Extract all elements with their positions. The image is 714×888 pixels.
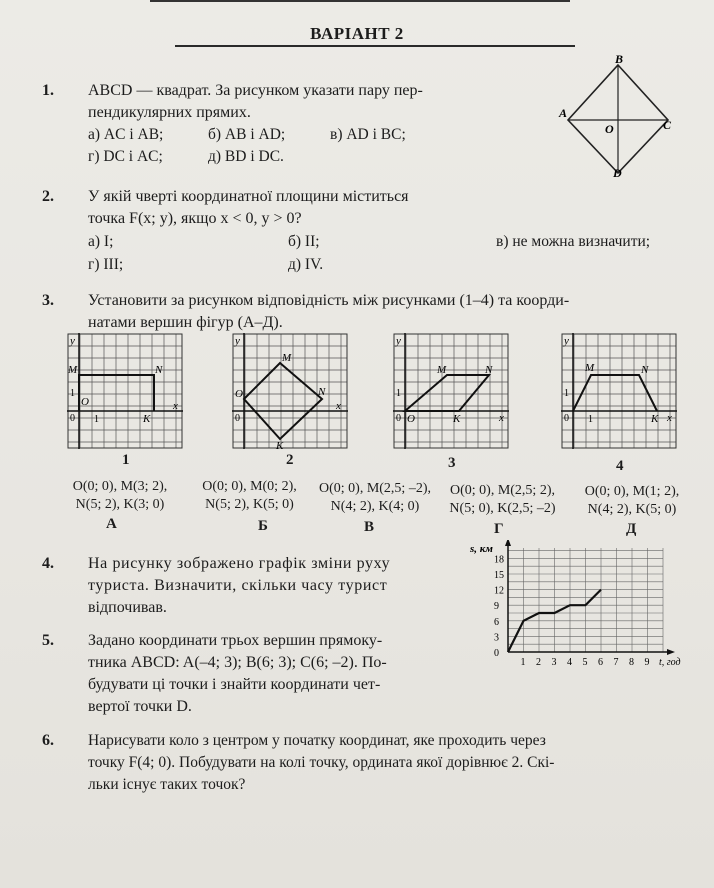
q2-option-b: б) II; xyxy=(288,233,320,250)
n-label: N xyxy=(318,386,326,398)
k-label: K xyxy=(276,440,284,451)
y-label: y xyxy=(235,335,240,347)
letter-v: В xyxy=(364,519,375,535)
answer-g xyxy=(435,482,570,518)
q1-option-v: в) AD і BC; xyxy=(330,126,406,143)
m-label: M xyxy=(437,364,447,376)
chart-x-arrow xyxy=(667,649,675,655)
q2-line1: У якій чверті координатної площини міститься xyxy=(88,188,409,205)
y-label: y xyxy=(396,335,401,347)
q3-line2: натами вершин фігур (А–Д). xyxy=(88,314,283,331)
q6-number: 6. xyxy=(42,732,54,749)
answer-d xyxy=(568,483,696,519)
o-label: O xyxy=(407,413,415,425)
q3-fig2-shape xyxy=(244,363,322,439)
zero-label: 0 xyxy=(70,413,75,424)
q4-line1: На рисунку зображено графік зміни руху xyxy=(88,555,391,572)
q1-option-g: г) DC і AC; xyxy=(88,148,163,165)
q2-option-g: г) III; xyxy=(88,256,124,273)
k-label: K xyxy=(651,413,659,425)
q1-label-d: D xyxy=(613,166,622,180)
m-label: M xyxy=(68,364,78,376)
q2-line2: точка F(x; y), якщо x < 0, y > 0? xyxy=(88,210,302,227)
q1-option-a: а) AC і AB; xyxy=(88,126,164,143)
letter-a: А xyxy=(106,516,117,532)
k-label: K xyxy=(143,413,151,425)
one-y-label: 1 xyxy=(564,388,569,399)
q4-line2: туриста. Визначити, скільки часу турист xyxy=(88,577,388,594)
y-label: y xyxy=(70,335,75,347)
answer-a-line2: N(5; 2), K(3; 0) xyxy=(75,497,165,512)
grid xyxy=(68,334,182,448)
q2-option-v: в) не можна визначити; xyxy=(496,233,651,250)
one-y-label: 1 xyxy=(396,388,401,399)
x-label: x xyxy=(336,400,341,412)
grid xyxy=(394,334,508,448)
q1-label-b: B xyxy=(615,55,624,66)
chart-x-tick-label: 9 xyxy=(644,657,650,668)
chart-y-tick-label: 3 xyxy=(494,632,499,644)
n-label: N xyxy=(641,364,649,376)
answer-a-line1: O(0; 0), M(3; 2), xyxy=(72,479,168,494)
chart-y-tick-label: 18 xyxy=(494,554,504,566)
answer-g-line2: N(5; 0), K(2,5; –2) xyxy=(449,501,556,516)
q1-square-figure xyxy=(555,55,680,180)
chart-y-tick-label: 12 xyxy=(494,585,504,597)
answer-b-line2: N(5; 2), K(5; 0) xyxy=(205,497,294,512)
o-label: O xyxy=(81,396,89,408)
q3-figure-3 xyxy=(393,333,511,451)
q4-number: 4. xyxy=(42,555,54,572)
chart-x-tick-label: 1 xyxy=(520,657,526,668)
n-label: N xyxy=(485,364,493,376)
chart-y-axis-label: s, км xyxy=(470,543,493,555)
figure-4-number: 4 xyxy=(616,458,624,474)
q3-figure-4 xyxy=(561,333,679,451)
chart-x-tick-label: 3 xyxy=(551,657,557,668)
q3-line1: Установити за рисунком відповідність між рисунками (1–4) та коорди- xyxy=(88,292,570,309)
letter-b: Б xyxy=(258,518,268,534)
q5-line1: Задано координати трьох вершин прямоку- xyxy=(88,632,383,649)
answer-d-line2: N(4; 2), K(5; 0) xyxy=(587,502,677,517)
top-rule xyxy=(150,0,570,2)
q5-number: 5. xyxy=(42,632,54,649)
x-label: x xyxy=(667,412,672,424)
q5-line4: вертої точки D. xyxy=(88,698,192,715)
q6-line1: Нарисувати коло з центром у початку координат, яке проходить через xyxy=(88,732,546,749)
answer-d-line1: O(0; 0), M(1; 2), xyxy=(584,484,680,499)
letter-g: Г xyxy=(494,521,504,537)
q1-option-b: б) AB і AD; xyxy=(208,126,286,143)
q2-option-a: а) I; xyxy=(88,233,114,250)
answer-g-line1: O(0; 0), M(2,5; 2), xyxy=(450,483,555,498)
k-label: K xyxy=(453,413,461,425)
answer-a xyxy=(55,478,185,514)
answer-b xyxy=(187,478,312,514)
figure-1-number: 1 xyxy=(122,452,130,468)
q6-line2: точку F(4; 0). Побудувати на колі точку, ордината якої дорівнює 2. Скі- xyxy=(88,754,555,771)
q3-fig4-shape xyxy=(573,375,657,411)
chart-y-arrow xyxy=(505,540,511,546)
q3-fig1-shape xyxy=(79,375,154,411)
one-y-label: 1 xyxy=(70,388,75,399)
q3-figure-1 xyxy=(67,333,185,451)
letter-d: Д xyxy=(626,521,637,537)
q6-line3: льки існує таких точок? xyxy=(88,776,246,793)
zero-label: 0 xyxy=(235,413,240,424)
answer-v xyxy=(305,480,445,516)
q4-line3: відпочивав. xyxy=(88,599,167,616)
grid xyxy=(562,334,676,448)
x-label: x xyxy=(173,400,178,412)
q1-label-o: O xyxy=(605,122,614,136)
q1-option-d: д) BD і DC. xyxy=(208,148,284,165)
grid-frame xyxy=(394,334,508,448)
chart-x-tick-label: 4 xyxy=(567,657,572,668)
x-label: x xyxy=(499,412,504,424)
zero-label: 0 xyxy=(564,413,569,424)
q1-number: 1. xyxy=(42,82,54,99)
q3-number: 3. xyxy=(42,292,54,309)
q3-figure-2 xyxy=(232,333,350,451)
answer-b-line1: O(0; 0), M(0; 2), xyxy=(202,479,297,494)
o-label: O xyxy=(235,388,243,400)
chart-y-tick-label: 6 xyxy=(494,616,499,628)
q1-line2: пендикулярних прямих. xyxy=(88,104,251,121)
grid-frame xyxy=(562,334,676,448)
grid-frame xyxy=(68,334,182,448)
m-label: M xyxy=(282,352,292,364)
q5-line2: тника ABCD: A(–4; 3); B(6; 3); C(6; –2). По- xyxy=(88,654,387,671)
one-x-label: 1 xyxy=(94,414,99,425)
chart-x-tick-label: 6 xyxy=(598,657,603,668)
q3-fig3-shape xyxy=(405,375,489,411)
chart-x-tick-label: 8 xyxy=(629,657,634,668)
figure-3-number: 3 xyxy=(448,455,456,471)
chart-x-tick-label: 5 xyxy=(582,657,588,668)
q4-distance-chart xyxy=(468,540,690,680)
page-title: ВАРІАНТ 2 xyxy=(310,24,404,43)
q2-option-d: д) IV. xyxy=(288,256,324,273)
n-label: N xyxy=(155,364,163,376)
q2-number: 2. xyxy=(42,188,54,205)
chart-x-tick-label: 2 xyxy=(536,657,541,668)
q1-label-a: A xyxy=(559,106,568,120)
answer-v-line2: N(4; 2), K(4; 0) xyxy=(330,499,420,514)
q1-label-c: C xyxy=(663,118,672,132)
chart-x-axis-label: t, год xyxy=(659,657,681,668)
y-label: y xyxy=(564,335,569,347)
answer-v-line1: O(0; 0), M(2,5; –2), xyxy=(319,481,431,496)
m-label: M xyxy=(585,362,595,374)
chart-origin-label: 0 xyxy=(494,648,499,659)
chart-y-tick-label: 9 xyxy=(494,601,499,613)
q1-line1: ABCD — квадрат. За рисунком указати пару пер- xyxy=(88,82,423,99)
chart-x-tick-label: 7 xyxy=(613,657,619,668)
one-x-label: 1 xyxy=(588,414,593,425)
q5-line3: будувати ці точки і знайти координати чет- xyxy=(88,676,381,693)
title-rule xyxy=(175,45,575,47)
chart-y-tick-label: 15 xyxy=(494,570,504,581)
zero-label: 0 xyxy=(396,413,401,424)
figure-2-number: 2 xyxy=(286,452,294,468)
